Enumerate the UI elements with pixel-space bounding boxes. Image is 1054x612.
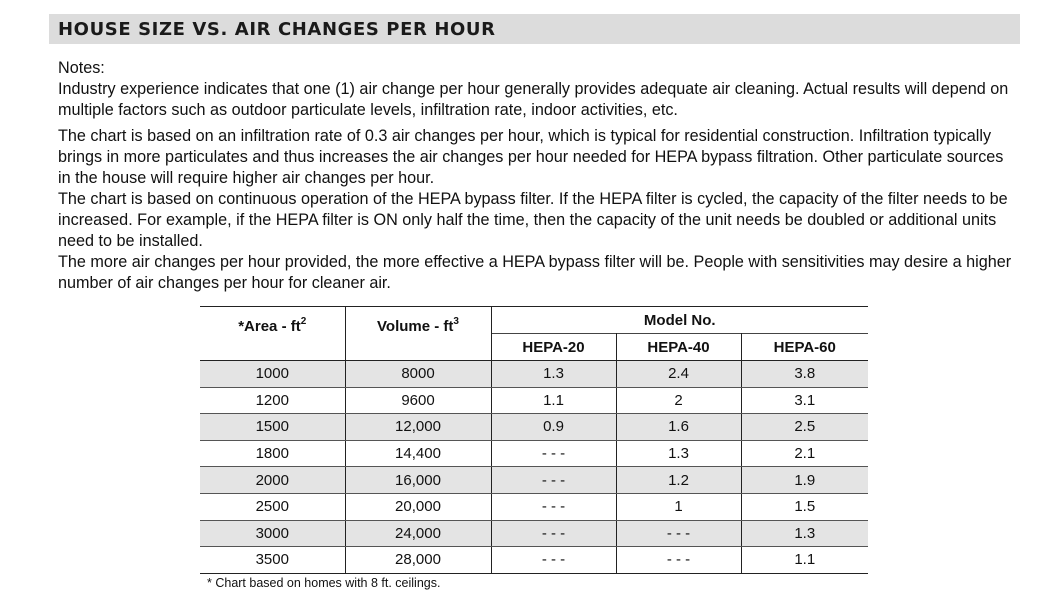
hepa-20-cell: 1.3 (491, 361, 616, 388)
volume-column-header: Volume - $ft^3$ (345, 307, 491, 361)
hepa-40-cell: 2 (616, 387, 741, 414)
notes-heading: Notes: (58, 59, 105, 77)
hepa-20-cell: 0.9 (491, 414, 616, 441)
table-row (200, 520, 868, 547)
area-cell: 1800 (200, 440, 345, 467)
hepa-60-cell: 1.1 (741, 547, 868, 574)
model-group-header: Model No. (491, 307, 868, 334)
area-cell: 2500 (200, 493, 345, 520)
area-cell: 1200 (200, 387, 345, 414)
title-bar (49, 14, 1020, 44)
area-cell: 1500 (200, 414, 345, 441)
table-body (200, 361, 868, 574)
area-cell: 1000 (200, 361, 345, 388)
table-row (200, 467, 868, 494)
volume-cell: 20,000 (345, 493, 491, 520)
table-header-row (200, 307, 868, 334)
hepa-60-cell: 1.3 (741, 520, 868, 547)
table-row (200, 361, 868, 388)
area-column-header: *Area - $ft^2$ (200, 307, 345, 361)
model-header-hepa-20: HEPA-20 (491, 334, 616, 361)
hepa-60-cell: 2.5 (741, 414, 868, 441)
table-row (200, 387, 868, 414)
hepa-40-cell: 1.3 (616, 440, 741, 467)
area-cell: 2000 (200, 467, 345, 494)
hepa-20-cell: - - - (491, 547, 616, 574)
table-row (200, 547, 868, 574)
hepa-20-cell: - - - (491, 493, 616, 520)
notes-section (58, 58, 1018, 294)
page-title: HOUSE SIZE VS. AIR CHANGES PER HOUR (58, 19, 496, 40)
air-changes-table (200, 306, 868, 574)
note-paragraph-4: The more air changes per hour provided, the more effective a HEPA bypass filter will be. People with sensitivities may desire a higher number of air changes per hour for cleaner air. (58, 253, 1012, 292)
volume-cell: 14,400 (345, 440, 491, 467)
table-row (200, 493, 868, 520)
table-footnote: * Chart based on homes with 8 ft. ceilings. (207, 576, 441, 590)
hepa-60-cell: 1.9 (741, 467, 868, 494)
volume-cell: 24,000 (345, 520, 491, 547)
volume-cell: 9600 (345, 387, 491, 414)
hepa-40-cell: 1.6 (616, 414, 741, 441)
hepa-40-cell: 1 (616, 493, 741, 520)
table-row (200, 440, 868, 467)
model-header-hepa-40: HEPA-40 (616, 334, 741, 361)
volume-cell: 16,000 (345, 467, 491, 494)
hepa-20-cell: - - - (491, 467, 616, 494)
note-paragraph-2: The chart is based on an infiltration rate of 0.3 air changes per hour, which is typical for residential construction. Infiltration typically brings in more particulates and thus increases the air changes per hour needed for HEPA bypass filtration. Other particulate sources in the house will require higher air changes per hour. (58, 127, 1004, 187)
table-row (200, 414, 868, 441)
hepa-60-cell: 3.1 (741, 387, 868, 414)
hepa-40-cell: - - - (616, 547, 741, 574)
hepa-40-cell: - - - (616, 520, 741, 547)
note-paragraph-3: The chart is based on continuous operation of the HEPA bypass filter. If the HEPA filter is cycled, the capacity of the filter needs to be increased. For example, if the HEPA filter is ON only half the time, then the capacity of the unit needs be doubled or additional units need to be installed. (58, 190, 1008, 250)
hepa-20-cell: - - - (491, 520, 616, 547)
volume-cell: 28,000 (345, 547, 491, 574)
hepa-60-cell: 2.1 (741, 440, 868, 467)
hepa-40-cell: 2.4 (616, 361, 741, 388)
area-cell: 3500 (200, 547, 345, 574)
hepa-60-cell: 1.5 (741, 493, 868, 520)
volume-cell: 12,000 (345, 414, 491, 441)
note-paragraph-1: Industry experience indicates that one (1) air change per hour generally provides adequate air cleaning. Actual results will depend on multiple factors such as outdoor particulate levels, infiltration rate, indoor activities, etc. (58, 80, 1009, 119)
area-cell: 3000 (200, 520, 345, 547)
hepa-20-cell: 1.1 (491, 387, 616, 414)
hepa-20-cell: - - - (491, 440, 616, 467)
model-header-hepa-60: HEPA-60 (741, 334, 868, 361)
volume-cell: 8000 (345, 361, 491, 388)
hepa-40-cell: 1.2 (616, 467, 741, 494)
hepa-60-cell: 3.8 (741, 361, 868, 388)
